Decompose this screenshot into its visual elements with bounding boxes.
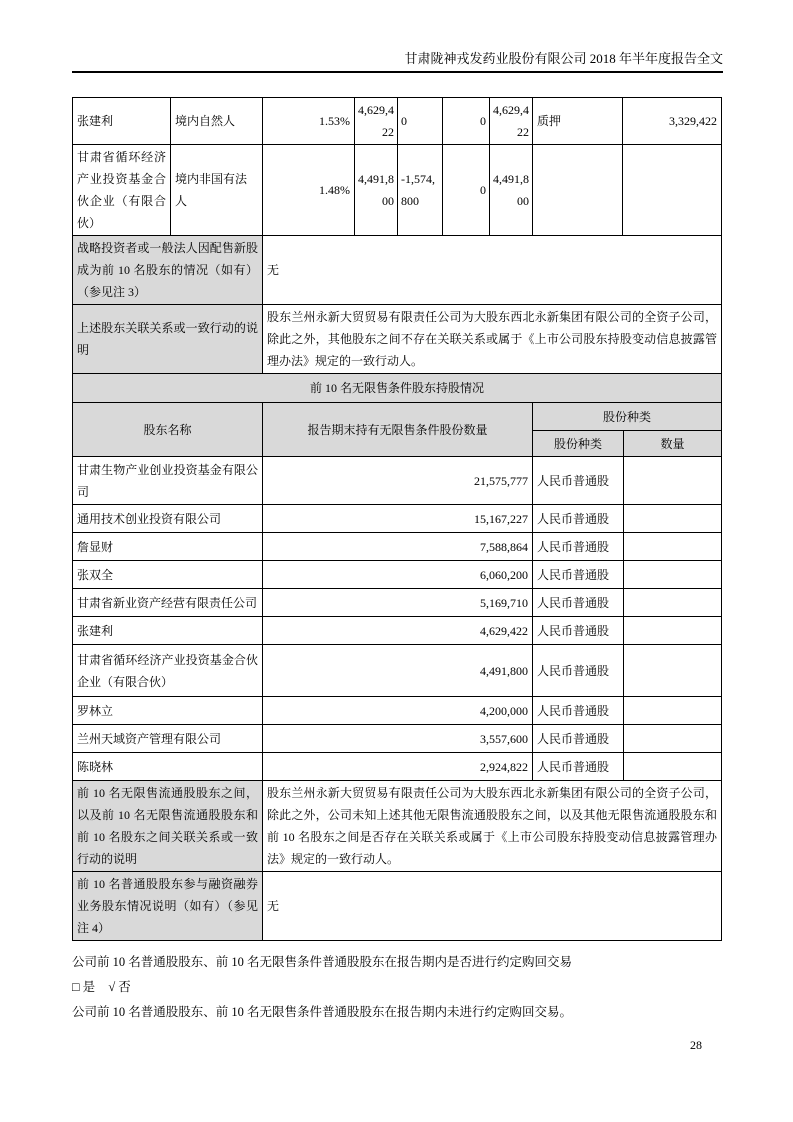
shareholding-pct-cell: 1.53% [263,98,355,145]
shareholder-name-cell: 张建利 [73,98,171,145]
quantity-cell [624,561,722,589]
share-count-cell: 15,167,227 [263,505,533,533]
quantity-cell [624,533,722,561]
share-class-cell: 人民币普通股 [533,725,624,753]
share-class-cell: 人民币普通股 [533,617,624,645]
checkbox-yes: □ 是 [72,980,96,994]
share-count-cell: 6,060,200 [263,561,533,589]
table-row [73,589,722,617]
shareholder-row [73,145,722,236]
unrestricted-relationship-row [73,781,722,872]
share-count-cell: 2,924,822 [263,753,533,781]
page-content [72,97,723,1025]
quantity-cell [624,645,722,697]
shares-change-cell: 0 [398,98,443,145]
table-row [73,645,722,697]
pledge-status-cell [533,145,623,236]
col-header-unrestricted-count: 报告期末持有无限售条件股份数量 [263,403,533,457]
share-count-cell: 5,169,710 [263,589,533,617]
shareholder-name-cell: 陈晓林 [73,753,263,781]
page-header [72,50,723,73]
margin-trading-value: 无 [263,872,722,941]
unrestricted-shares-cell: 4,629,422 [490,98,533,145]
section-title: 前 10 名无限售条件股东持股情况 [73,374,722,403]
col-header-shareholder-name: 股东名称 [73,403,263,457]
share-class-cell: 人民币普通股 [533,589,624,617]
table-row [73,505,722,533]
checkmark-no: √ 否 [108,980,131,994]
col-header-quantity: 数量 [624,431,722,457]
shareholder-name-cell: 张建利 [73,617,263,645]
share-count-cell: 4,629,422 [263,617,533,645]
share-class-cell: 人民币普通股 [533,645,624,697]
shareholder-name-cell: 通用技术创业投资有限公司 [73,505,263,533]
margin-trading-row [73,872,722,941]
table-row [73,753,722,781]
shareholder-row [73,98,722,145]
unrestricted-shares-cell: 4,491,800 [490,145,533,236]
quantity-cell [624,457,722,505]
top10-shareholders-table [72,97,722,374]
quantity-cell [624,725,722,753]
relationship-note-label: 上述股东关联关系或一致行动的说明 [73,305,263,374]
share-class-cell: 人民币普通股 [533,505,624,533]
strategic-investor-value: 无 [263,236,722,305]
repurchase-answer-line [72,975,723,999]
shareholder-type-cell: 境内自然人 [171,98,263,145]
share-class-cell: 人民币普通股 [533,457,624,505]
shareholder-name-cell: 甘肃省循环经济产业投资基金合伙企业（有限合伙） [73,645,263,697]
share-count-cell: 21,575,777 [263,457,533,505]
margin-trading-label: 前 10 名普通股股东参与融资融券业务股东情况说明（如有）（参见注 4） [73,872,263,941]
repurchase-section [72,950,723,1024]
quantity-cell [624,753,722,781]
table-row [73,457,722,505]
share-class-cell: 人民币普通股 [533,753,624,781]
shareholder-name-cell: 詹显财 [73,533,263,561]
share-class-cell: 人民币普通股 [533,533,624,561]
shareholding-pct-cell: 1.48% [263,145,355,236]
page-number: 28 [690,1038,702,1052]
relationship-note-row [73,305,722,374]
pledge-qty-cell [623,145,722,236]
shareholder-name-cell: 罗林立 [73,697,263,725]
shares-change-cell: -1,574,800 [398,145,443,236]
share-class-cell: 人民币普通股 [533,697,624,725]
share-count-cell: 3,557,600 [263,725,533,753]
share-count-cell: 7,588,864 [263,533,533,561]
col-header-share-class: 股份种类 [533,431,624,457]
section-banner-row [73,374,722,403]
quantity-cell [624,617,722,645]
repurchase-statement: 公司前 10 名普通股股东、前 10 名无限售条件普通股股东在报告期内未进行约定购回交易。 [72,1005,573,1019]
unrestricted-shareholders-table [72,373,722,781]
table-row [73,617,722,645]
strategic-investor-row [73,236,722,305]
share-count-cell: 4,200,000 [263,697,533,725]
shareholder-name-cell: 甘肃生物产业创业投资基金有限公司 [73,457,263,505]
restricted-shares-cell: 0 [443,98,490,145]
table-header-row [73,403,722,431]
table-row [73,533,722,561]
shares-held-cell: 4,491,800 [355,145,398,236]
shareholder-name-cell: 张双全 [73,561,263,589]
report-title: 甘肃陇神戎发药业股份有限公司 2018 年半年度报告全文 [404,51,723,66]
shareholder-type-cell: 境内非国有法人 [171,145,263,236]
notes-table [72,780,722,941]
restricted-shares-cell: 0 [443,145,490,236]
shareholder-name-cell: 甘肃省循环经济产业投资基金合伙企业（有限合伙） [73,145,171,236]
relationship-note-value: 股东兰州永新大贸贸易有限责任公司为大股东西北永新集团有限公司的全资子公司，除此之外，其他股东之间不存在关联关系或属于《上市公司股东持股变动信息披露管理办法》规定的一致行动人。 [263,305,722,374]
strategic-investor-label: 战略投资者或一般法人因配售新股成为前 10 名股东的情况（如有）（参见注 3） [73,236,263,305]
col-header-share-class-group: 股份种类 [533,403,722,431]
shareholder-name-cell: 甘肃省新业资产经营有限责任公司 [73,589,263,617]
quantity-cell [624,697,722,725]
share-class-cell: 人民币普通股 [533,561,624,589]
table-row [73,697,722,725]
share-count-cell: 4,491,800 [263,645,533,697]
quantity-cell [624,505,722,533]
shares-held-cell: 4,629,422 [355,98,398,145]
quantity-cell [624,589,722,617]
shareholder-name-cell: 兰州天域资产管理有限公司 [73,725,263,753]
repurchase-question: 公司前 10 名普通股股东、前 10 名无限售条件普通股股东在报告期内是否进行约定购回交易 [72,955,573,969]
pledge-status-cell: 质押 [533,98,623,145]
pledge-qty-cell: 3,329,422 [623,98,722,145]
table-row [73,561,722,589]
unrestricted-relationship-label: 前 10 名无限售流通股股东之间，以及前 10 名无限售流通股股东和前 10 名股东之间关联关系或一致行动的说明 [73,781,263,872]
table-row [73,725,722,753]
unrestricted-relationship-value: 股东兰州永新大贸贸易有限责任公司为大股东西北永新集团有限公司的全资子公司，除此之外，公司未知上述其他无限售流通股股东之间，以及其他无限售流通股股东和前 10 名股东之间是否存在关联关系或属于《上市公司股东持股变动信息披露管理办法》规定的一致行动人。 [263,781,722,872]
